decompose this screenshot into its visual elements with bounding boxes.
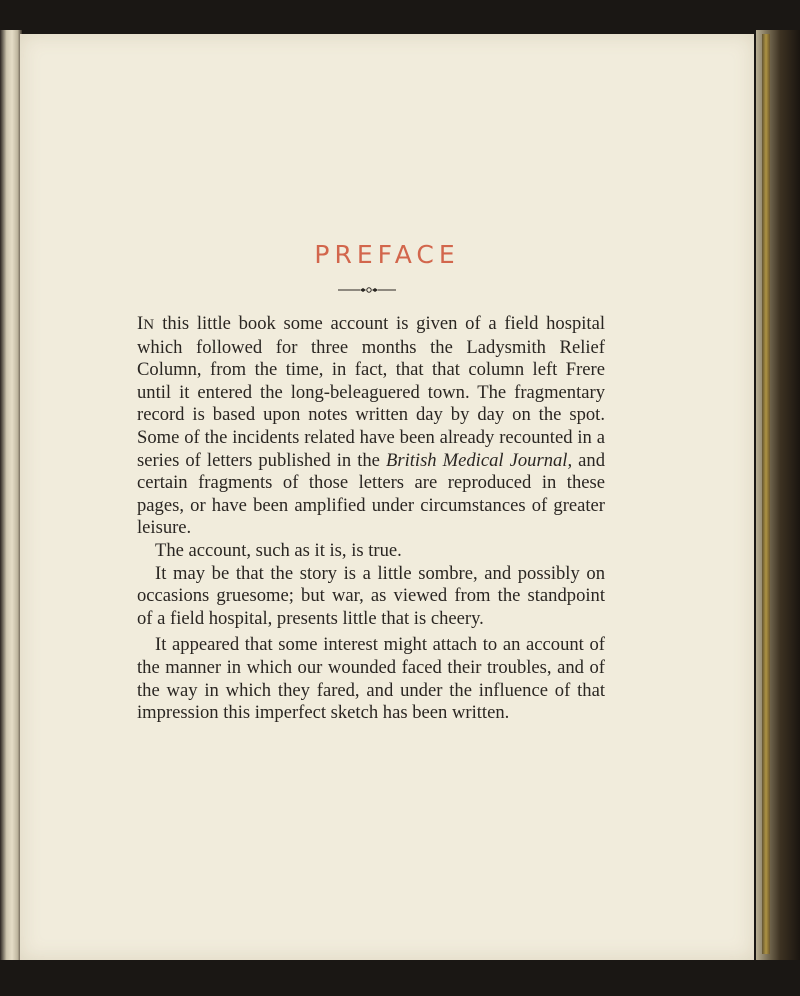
- paragraph-1-text: this little book some account is given of a field hospital which followed for three months the Ladysmith Relief Column, from the time, in fact, that that column left Frere until it entered the long-beleaguered town. The fragmentary record is based upon notes written day by day on the spot. Some of the incidents related have been already recounted in a series of letters published in the: [137, 313, 605, 471]
- paragraph-1: [137, 313, 605, 540]
- book-page: [20, 34, 754, 960]
- preface-body: [137, 313, 605, 725]
- paragraph-1-end: and certain fragments of those letters are reproduced in these pages, or have been amplified under circumstances of greater leisure.: [137, 449, 605, 539]
- opening-capital: I: [137, 313, 144, 334]
- adjacent-page-edge: [0, 30, 22, 960]
- page-title: PREFACE: [314, 240, 460, 269]
- gilt-edge: [762, 34, 770, 954]
- paragraph-2: The account, such as it is, is true.: [155, 539, 402, 561]
- opening-small-caps: N: [143, 317, 155, 333]
- divider-ornament-icon: [338, 286, 396, 294]
- paragraph-3: It may be that the story is a little sombre, and possibly on occasions gruesome; but war, as viewed from the standpoint of a field hospital, presents little that is cheery.: [137, 562, 605, 629]
- journal-title: British Medical Journal,: [385, 449, 573, 471]
- paragraph-4: It appeared that some interest might attach to an account of the manner in which our wounded faced their troubles, and of the way in which they fared, and under the influence of that impression this imperfect sketch has been written.: [137, 634, 605, 724]
